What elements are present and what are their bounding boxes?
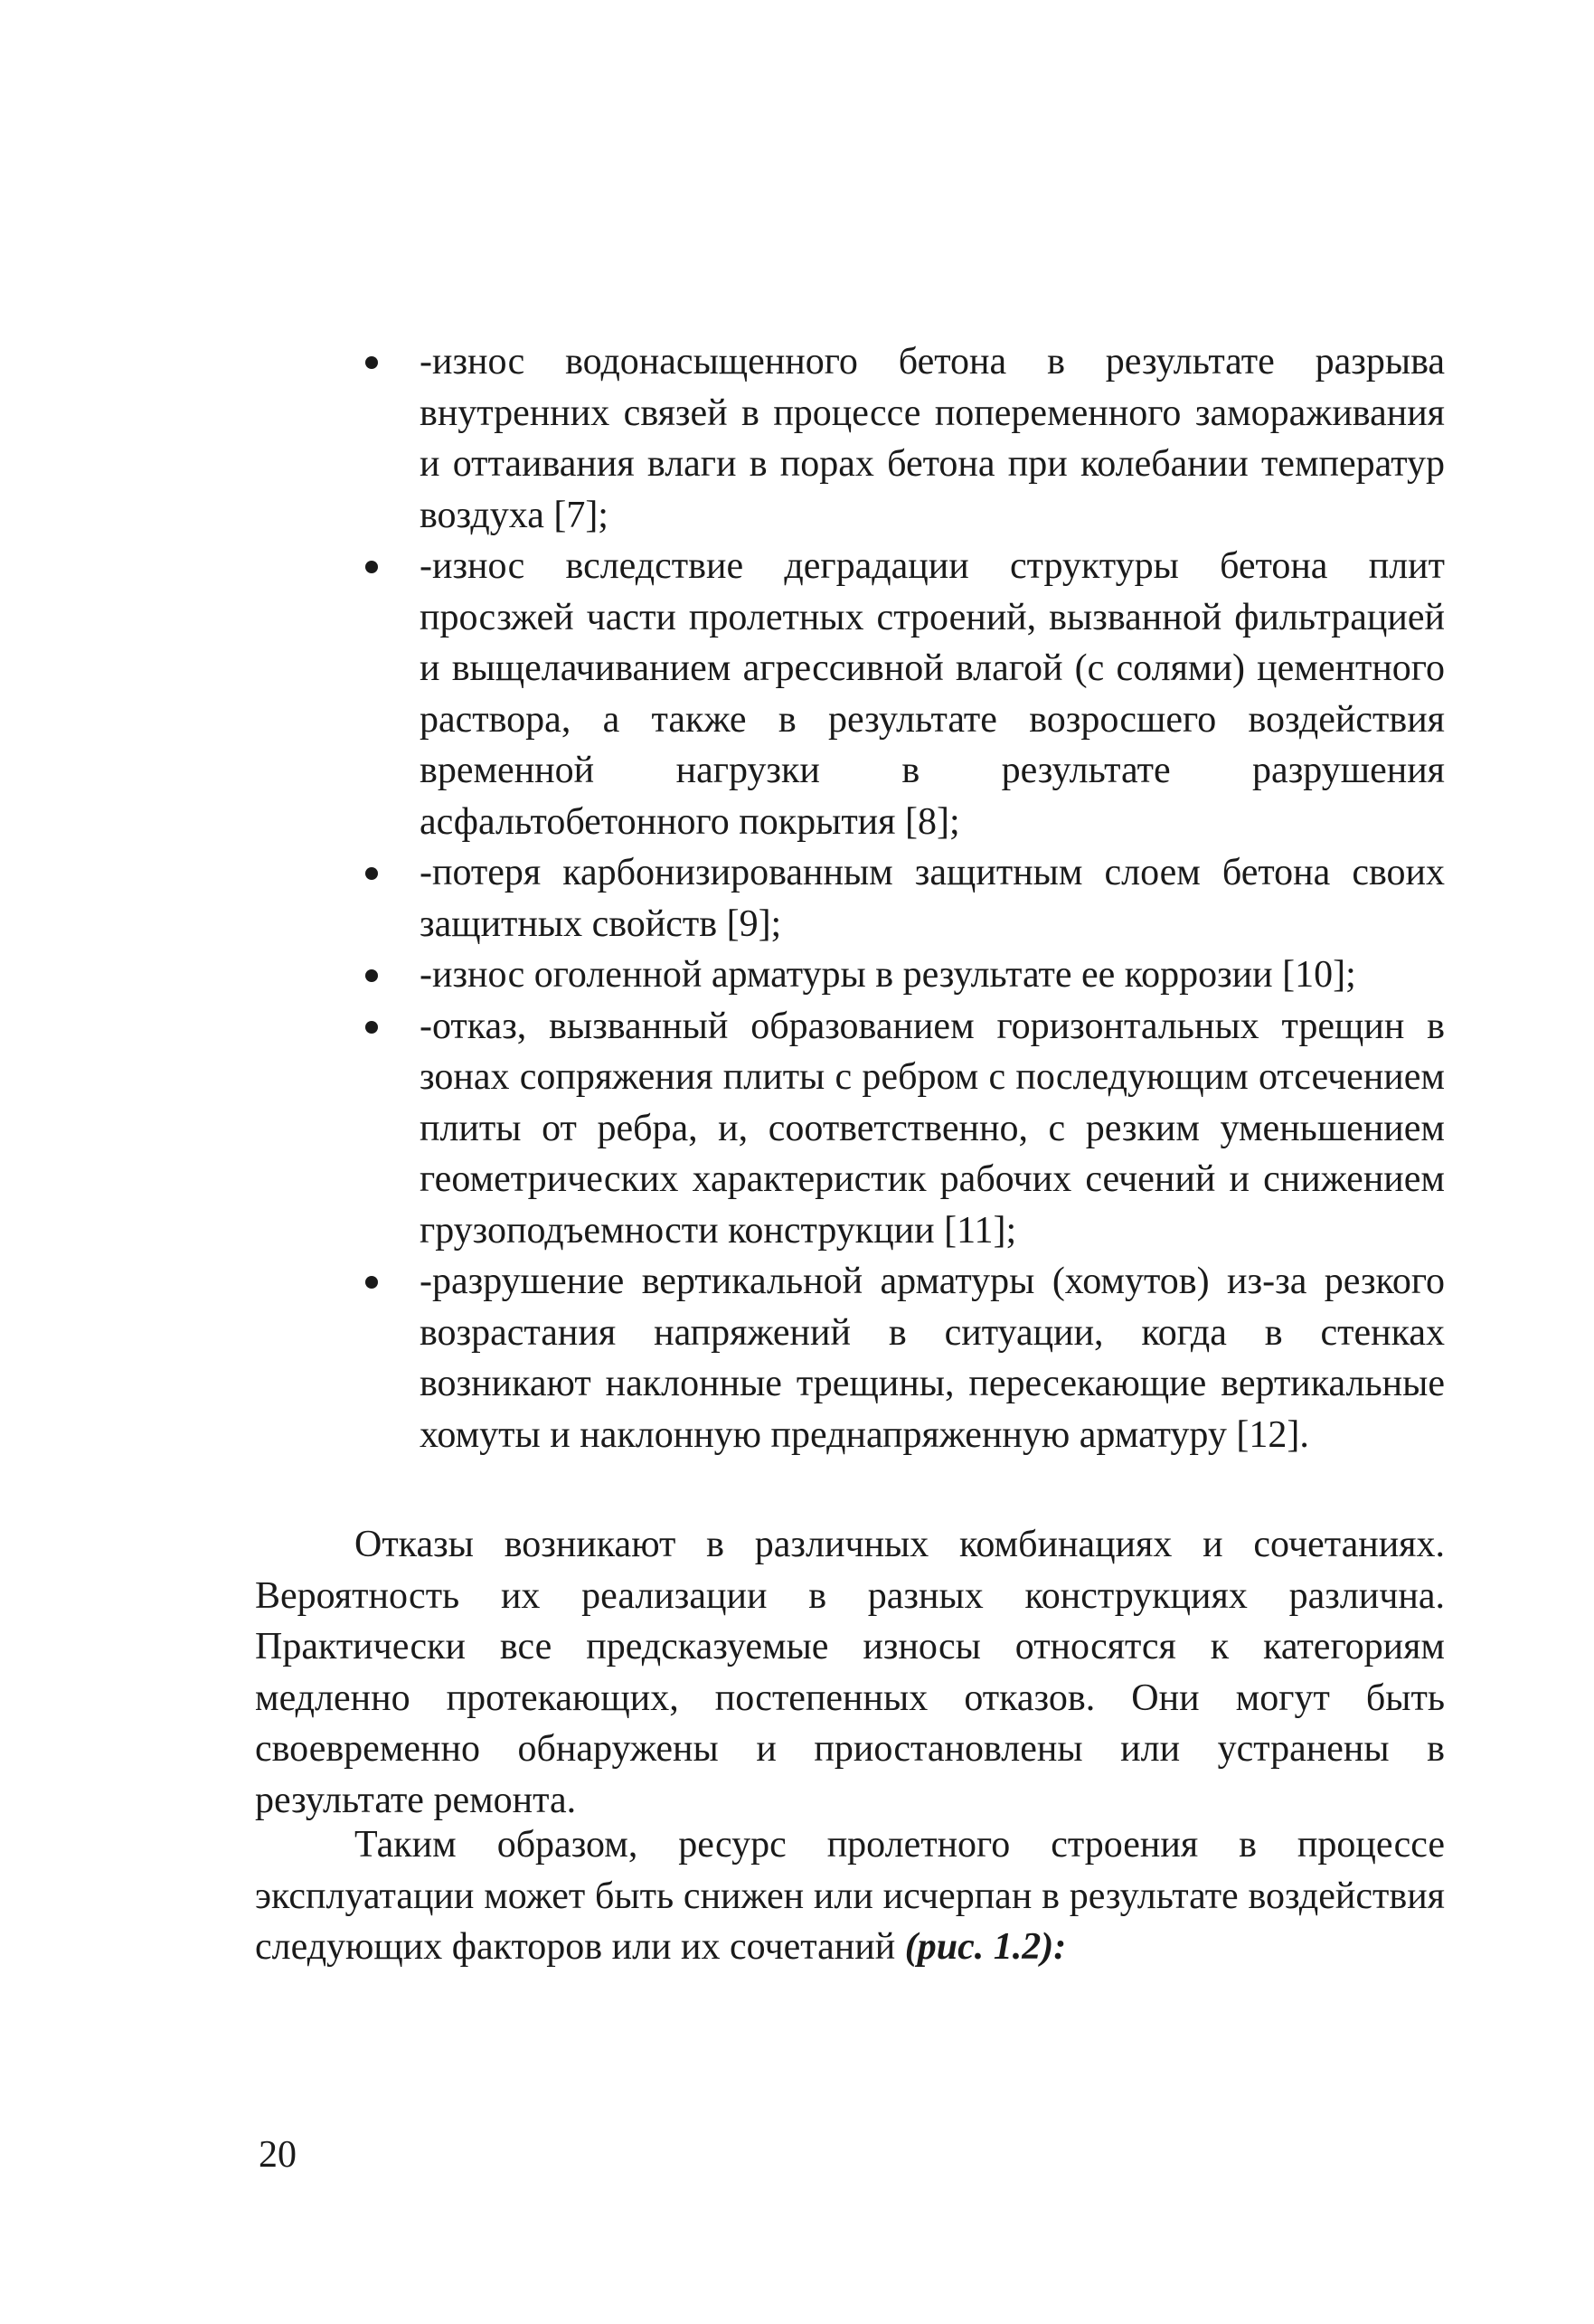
bullet-icon xyxy=(365,1276,378,1289)
list-item-text: -износ водонасыщенного бетона в результате разрыва внутренних связей в процессе попеременного замораживания и оттаивания влаги в порах бетона при колебании температур воздуха [7]; xyxy=(420,341,1445,536)
paragraph-text: Таким образом, ресурс пролетного строения в процессе эксплуатации может быть снижен или исчерпан в результате воздействия следующих факторов или их сочетаний xyxy=(255,1824,1445,1968)
list-item-text: -износ оголенной арматуры в результате ее коррозии [10]; xyxy=(420,954,1356,996)
page-number: 20 xyxy=(259,2134,297,2176)
list-item-text: -потеря карбонизированным защитным слоем бетона своих защитных свойств [9]; xyxy=(420,852,1445,945)
bullet-icon xyxy=(365,356,378,369)
bullet-list xyxy=(353,336,1445,1460)
bullet-icon xyxy=(365,561,378,573)
list-item xyxy=(353,847,1445,949)
figure-reference: (рис. 1.2): xyxy=(904,1926,1067,1968)
paragraph-text: Отказы возникают в различных комбинациях и сочетаниях. Вероятность их реализации в разных конструкциях различна. Практически все предсказуемые износы относятся к категориям медленно протекающих, постепенных отказов. Они могут быть своевременно обнаружены и приостановлены или устранены в результате ремонта. xyxy=(255,1524,1445,1821)
list-item xyxy=(353,949,1445,1001)
bullet-icon xyxy=(365,867,378,880)
list-item xyxy=(353,1001,1445,1257)
list-item xyxy=(353,1256,1445,1460)
list-item-text: -разрушение вертикальной арматуры (хомутов) из-за резкого возрастания напряжений в ситуации, когда в стенках возникают наклонные трещины, пересекающие вертикальные хомуты и наклонную преднапряженную арматуру [12]. xyxy=(420,1261,1445,1456)
body-paragraph xyxy=(255,1819,1445,1973)
body-paragraph xyxy=(255,1519,1445,1826)
list-item xyxy=(353,541,1445,847)
bullet-icon xyxy=(365,1021,378,1034)
list-item-text: -отказ, вызванный образованием горизонтальных трещин в зонах сопряжения плиты с ребром с последующим отсечением плиты от ребра, и, соответственно, с резким уменьшением геометрических характеристик рабочих сечений и снижением грузоподъемности конструкции [11]; xyxy=(420,1005,1445,1252)
list-item xyxy=(353,336,1445,541)
list-item-text: -износ вследствие деградации структуры бетона плит просзжей части пролетных строений, вызванной фильтрацией и выщелачиванием агрессивной влагой (с солями) цементного раствора, а также в результате возросшего воздействия временной нагрузки в результате разрушения асфальтобетонного покрытия [8]; xyxy=(420,545,1445,843)
bullet-icon xyxy=(365,969,378,982)
